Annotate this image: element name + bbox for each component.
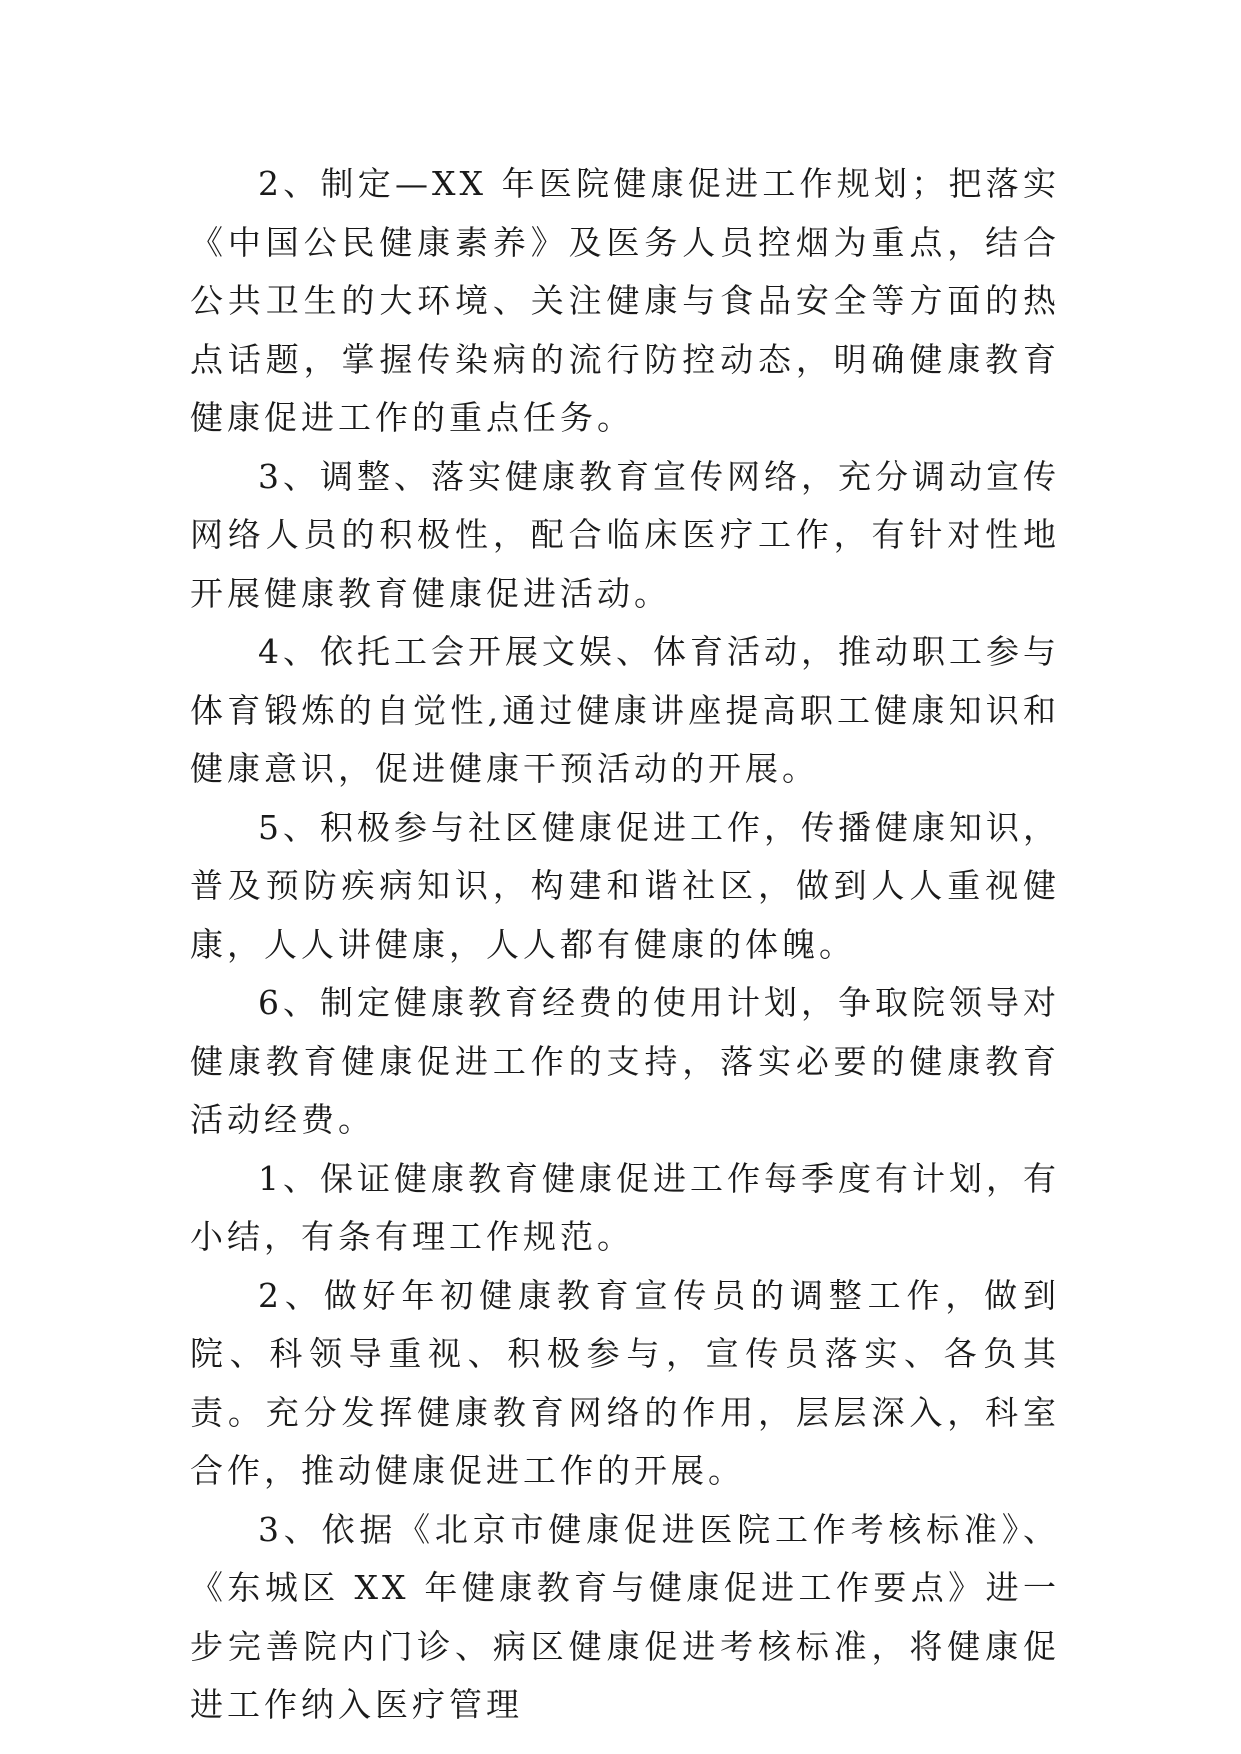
paragraph-funding-6: 6、制定健康教育经费的使用计划，争取院领导对健康教育健康促进工作的支持，落实必要的健康教育活动经费。 — [190, 983, 1060, 1139]
paragraph-staff-2: 2、做好年初健康教育宣传员的调整工作，做到院、科领导重视、积极参与，宣传员落实、各负其责。充分发挥健康教育网络的作用，层层深入，科室合作，推动健康促进工作的开展。 — [190, 1275, 1060, 1490]
paragraph-community-5: 5、积极参与社区健康促进工作，传播健康知识，普及预防疾病知识，构建和谐社区，做到人人重视健康，人人讲健康，人人都有健康的体魄。 — [190, 807, 1060, 964]
paragraph-network-3: 3、调整、落实健康教育宣传网络，充分调动宣传网络人员的积极性，配合临床医疗工作，有针对性地开展健康教育健康促进活动。 — [190, 456, 1060, 613]
paragraph-standards-3: 3、依据《北京市健康促进医院工作考核标准》、《东城区 XX 年健康教育与健康促进工作要点》进一步完善院内门诊、病区健康促进考核标准，将健康促进工作纳入医疗管理 — [190, 1509, 1060, 1724]
paragraph-plan-2: 2、制定—XX 年医院健康促进工作规划；把落实《中国公民健康素养》及医务人员控烟为重点，结合公共卫生的大环境、关注健康与食品安全等方面的热点话题，掌握传染病的流行防控动态，明确健康教育健康促进工作的重点任务。 — [190, 164, 1060, 437]
paragraph-quarterly-1: 1、保证健康教育健康促进工作每季度有计划，有小结，有条有理工作规范。 — [190, 1158, 1060, 1256]
paragraph-union-4: 4、依托工会开展文娱、体育活动，推动职工参与体育锻炼的自觉性,通过健康讲座提高职工健康知识和健康意识，促进健康干预活动的开展。 — [190, 632, 1060, 788]
document-body — [190, 155, 1060, 1735]
